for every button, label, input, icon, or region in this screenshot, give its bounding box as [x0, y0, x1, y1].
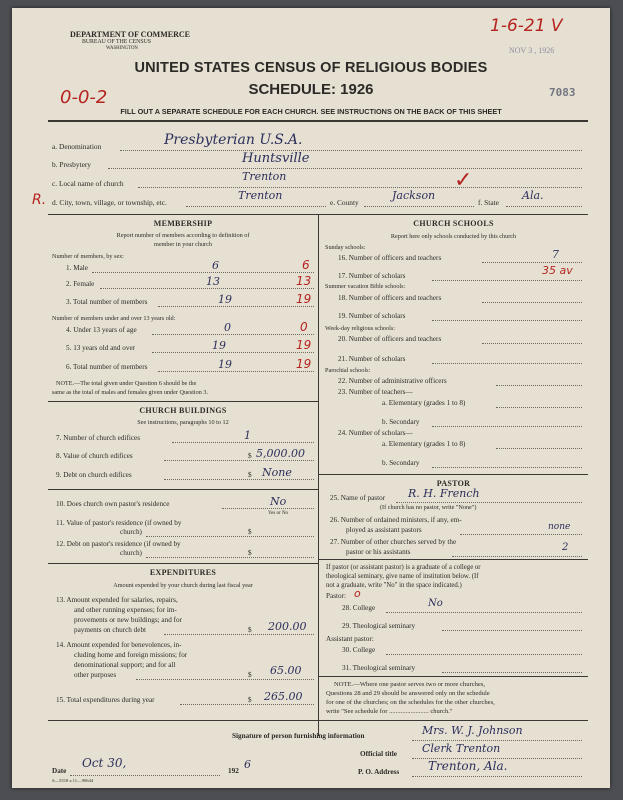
q7-edifices-label: 7. Number of church edifices	[56, 434, 141, 442]
city-value[interactable]: Trenton	[238, 189, 283, 202]
q28-label: 28. College	[342, 604, 376, 612]
pastor-note-4: write "See schedule for ........................ church."	[326, 708, 453, 715]
church-buildings-heading: CHURCH BUILDINGS	[139, 406, 227, 415]
q12-residence-debt-label-2: church)	[120, 549, 142, 557]
q13-value[interactable]: 200.00	[268, 620, 307, 633]
q15-dollar-sign: $	[248, 696, 252, 704]
buildings-subtitle: See instructions, paragraphs 10 to 12	[137, 419, 229, 426]
pastor-note-2: Questions 28 and 29 should be answered only on the schedule	[326, 690, 490, 697]
pastor-note-3: for one of the churches; on the schedules for the other churches,	[326, 699, 495, 706]
q15-value[interactable]: 265.00	[264, 690, 303, 703]
q27-label-2: pastor or his assistants	[346, 548, 411, 556]
pastor-red-mark: o	[354, 587, 361, 600]
q13-label-1: 13. Amount expended for salaries, repairs,	[56, 596, 178, 604]
red-code-annotation: 0-0-2	[60, 87, 108, 108]
state-label: f. State	[478, 198, 499, 207]
q13-label-4: payments on church debt	[74, 626, 147, 634]
membership-heading: MEMBERSHIP	[153, 219, 213, 228]
q3-total-value[interactable]: 19	[218, 293, 232, 306]
q11-residence-value-label-1: 11. Value of pastor's residence (if owned by	[56, 519, 182, 527]
year-prefix: 192	[228, 767, 239, 775]
q4-under13-label: 4. Under 13 years of age	[66, 326, 137, 334]
q12-dollar-sign: $	[248, 549, 252, 557]
q18-label: 18. Number of officers and teachers	[338, 294, 442, 302]
q5-over13-label: 5. 13 years old and over	[66, 344, 136, 352]
q10-yes-no-hint: Yes or No	[268, 511, 289, 516]
sunday-schools-label: Sunday schools:	[325, 244, 366, 251]
q27-value[interactable]: 2	[562, 542, 569, 553]
q6-total-red: 19	[296, 357, 312, 371]
form-title: UNITED STATES CENSUS OF RELIGIOUS BODIES	[134, 60, 488, 76]
q5-over13-value[interactable]: 19	[212, 339, 226, 352]
q1-male-label: 1. Male	[66, 264, 88, 272]
q20-label: 20. Number of officers and teachers	[338, 335, 442, 343]
q25-hint: (If church has no pastor, write "None")	[380, 504, 477, 511]
q7-edifices-value[interactable]: 1	[244, 429, 251, 442]
city-heading: WASHINGTON	[106, 46, 138, 51]
q27-label-1: 27. Number of other churches served by the	[330, 538, 457, 546]
graduate-intro-3: not a graduate, write "No" in the space indicated.)	[326, 582, 462, 589]
q17-label: 17. Number of scholars	[338, 272, 406, 280]
graduate-intro-1: If pastor (or assistant pastor) is a graduate of a college or	[326, 564, 481, 571]
q1-male-red: 6	[302, 258, 310, 272]
membership-note-1: NOTE.—The total given under Question 6 should be the	[56, 380, 197, 387]
assistant-pastor-label: Assistant pastor:	[326, 635, 374, 643]
pastor-note-1: NOTE.—Where one pastor serves two or more churches,	[334, 681, 486, 688]
q14-label-3: denominational support; and for all	[74, 661, 176, 669]
census-schedule-sheet	[12, 8, 610, 788]
q13-label-2: and other running expenses; for im-	[74, 606, 177, 614]
q9-debt-value[interactable]: None	[262, 466, 292, 479]
denomination-value[interactable]: Presbyterian U.S.A.	[164, 132, 303, 148]
q14-label-2: cluding home and foreign missions; for	[74, 651, 188, 659]
q8-value-label: 8. Value of church edifices	[56, 452, 133, 460]
county-label: e. County	[330, 198, 359, 207]
presbytery-label: b. Presbytery	[52, 160, 91, 169]
denomination-label: a. Denomination	[52, 142, 102, 151]
q8-value-value[interactable]: 5,000.00	[256, 447, 305, 460]
po-address-value[interactable]: Trenton, Ala.	[428, 759, 508, 773]
q11-residence-value-label-2: church)	[120, 528, 142, 536]
po-address-label: P. O. Address	[358, 768, 400, 776]
q26-label-2: ployed as assistant pastors	[346, 526, 422, 534]
q14-value[interactable]: 65.00	[270, 664, 302, 677]
expenditures-heading: EXPENDITURES	[149, 568, 217, 577]
q13-label-3: provements or new buildings; and for	[74, 616, 182, 624]
q4-under13-value[interactable]: 0	[224, 321, 231, 334]
city-label: d. City, town, village, or township, etc.	[52, 198, 167, 207]
q10-residence-label: 10. Does church own pastor's residence	[56, 500, 170, 508]
q31-label: 31. Theological seminary	[342, 664, 416, 672]
q13-dollar-sign: $	[248, 626, 252, 634]
q23b-label: b. Secondary	[382, 418, 420, 426]
red-r-annotation: R.	[32, 192, 47, 208]
q6-total-label: 6. Total number of members	[66, 363, 148, 371]
graduate-intro-2: theological seminary, give name of institution below. (If	[326, 573, 479, 580]
received-date-stamp: NOV 3 , 1926	[509, 46, 555, 55]
q15-label: 15. Total expenditures during year	[56, 696, 155, 704]
expenditures-intro: Amount expended by your church during last fiscal year	[113, 582, 253, 589]
q17-value[interactable]: 35 av	[542, 264, 573, 277]
q16-value[interactable]: 7	[552, 248, 559, 261]
q2-female-red: 13	[296, 274, 312, 288]
bureau-heading: BUREAU OF THE CENSUS	[82, 39, 151, 45]
q23a-label: a. Elementary (grades 1 to 8)	[382, 399, 466, 407]
q25-label: 25. Name of pastor	[330, 494, 386, 502]
date-label: Date	[52, 767, 67, 775]
q3-total-red: 19	[296, 292, 312, 306]
q21-label: 21. Number of scholars	[338, 355, 406, 363]
signature-value[interactable]: Mrs. W. J. Johnson	[422, 724, 523, 737]
q1-male-value[interactable]: 6	[212, 259, 219, 272]
q9-debt-label: 9. Debt on church edifices	[56, 471, 132, 479]
members-by-sex-label: Number of members, by sex:	[52, 253, 124, 260]
q9-dollar-sign: $	[248, 471, 252, 479]
membership-note-2: same as the total of males and females given under Question 3.	[52, 389, 209, 396]
q16-label: 16. Number of officers and teachers	[338, 254, 442, 262]
q12-residence-debt-label-1: 12. Debt on pastor's residence (if owned by	[56, 540, 181, 548]
membership-intro-2: member in your church	[154, 241, 212, 248]
q25-value[interactable]: R. H. French	[408, 487, 480, 500]
year-value[interactable]: 6	[244, 758, 251, 771]
local-name-label: c. Local name of church	[52, 179, 124, 188]
date-value[interactable]: Oct 30,	[82, 756, 127, 770]
q24b-label: b. Secondary	[382, 459, 420, 467]
q26-value[interactable]: none	[548, 522, 571, 532]
official-title-value[interactable]: Clerk Trenton	[422, 742, 501, 755]
form-number: S—5518 a 11—90644	[52, 778, 94, 783]
signature-label: Signature of person furnishing information	[232, 732, 365, 740]
serial-number-stamp: 7083	[549, 86, 576, 99]
official-title-label: Official title	[360, 750, 397, 758]
schools-intro: Report here only schools conducted by this church	[390, 233, 517, 240]
q4-under13-red: 0	[300, 320, 308, 334]
schedule-title: SCHEDULE: 1926	[248, 81, 374, 98]
q10-residence-value[interactable]: No	[270, 495, 287, 508]
weekday-schools-label: Week-day religious schools:	[325, 325, 395, 332]
q2-female-label: 2. Female	[66, 280, 95, 288]
q29-label: 29. Theological seminary	[342, 622, 416, 630]
q11-dollar-sign: $	[248, 528, 252, 536]
county-value[interactable]: Jackson	[392, 189, 436, 202]
membership-intro-1: Report number of members according to definition of	[116, 232, 250, 239]
summer-schools-label: Summer vacation Bible schools:	[325, 283, 406, 290]
q23-label: 23. Number of teachers—	[338, 388, 413, 396]
church-schools-heading: CHURCH SCHOOLS	[413, 219, 494, 228]
red-check-annotation: ✓	[454, 168, 473, 193]
q14-label-4: other purposes	[74, 671, 117, 679]
age-intro-label: Number of members under and over 13 years old:	[52, 315, 176, 322]
dept-heading: DEPARTMENT OF COMMERCE	[70, 30, 191, 39]
pastor-heading: PASTOR	[436, 479, 471, 488]
q26-label-1: 26. Number of ordained ministers, if any, em-	[330, 516, 462, 524]
red-top-annotation: 1-6-21 V	[490, 16, 563, 36]
pastor-sub-label: Pastor:	[326, 592, 346, 600]
q19-label: 19. Number of scholars	[338, 312, 406, 320]
q24a-label: a. Elementary (grades 1 to 8)	[382, 440, 466, 448]
local-name-value[interactable]: Trenton	[242, 170, 287, 183]
q3-total-label: 3. Total number of members	[66, 298, 148, 306]
q14-label-1: 14. Amount expended for benevolences, in-	[56, 641, 182, 649]
parochial-schools-label: Parochial schools:	[325, 367, 371, 374]
q8-dollar-sign: $	[248, 452, 252, 460]
q2-female-value[interactable]: 13	[206, 275, 220, 288]
state-value[interactable]: Ala.	[522, 189, 544, 202]
q14-dollar-sign: $	[248, 671, 252, 679]
q30-label: 30. College	[342, 646, 376, 654]
q5-over13-red: 19	[296, 338, 312, 352]
presbytery-value[interactable]: Huntsville	[242, 151, 310, 166]
q24-label: 24. Number of scholars—	[338, 429, 413, 437]
separate-schedule-instruction: FILL OUT A SEPARATE SCHEDULE FOR EACH CHURCH. SEE INSTRUCTIONS ON THE BACK OF THIS SHEET	[120, 107, 502, 116]
q28-value[interactable]: No	[428, 598, 443, 609]
q6-total-value[interactable]: 19	[218, 358, 232, 371]
q22-label: 22. Number of administrative officers	[338, 377, 447, 385]
